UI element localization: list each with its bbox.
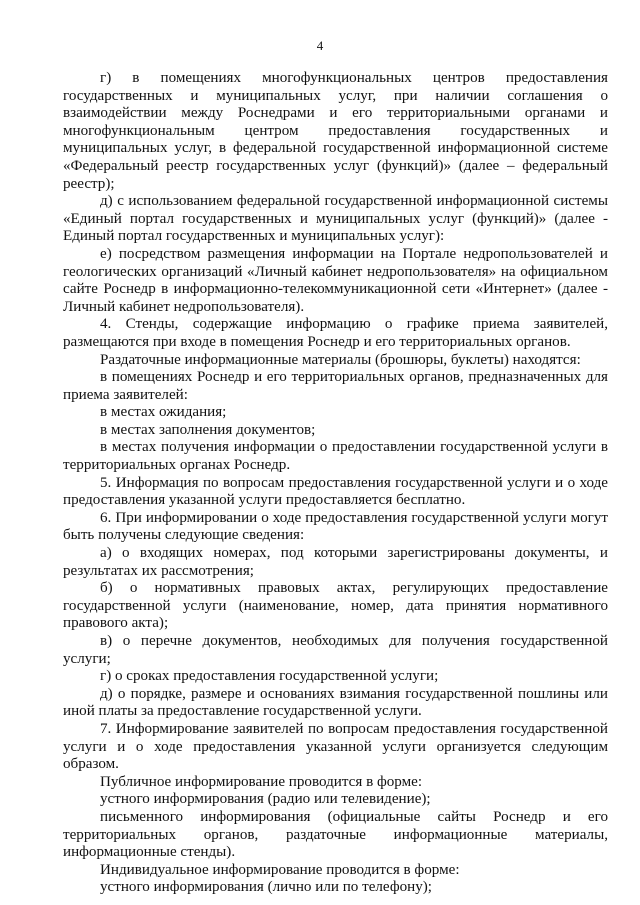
- paragraph-1: г) в помещениях многофункциональных центров предоставления государственных и муниципальных услуг, при наличии соглашения о взаимодействии между Роснедрами и его территориальными органами и многофункциональным центром предоставления государственных и муниципальных услуг, в федеральной государственной информационной системе «Федеральный реестр государственных услуг (функций)» (далее – федеральный реестр);: [63, 70, 608, 192]
- document-body: [63, 70, 608, 897]
- paragraph-20: письменного информирования (официальные сайты Роснедр и его территориальных органов, раздаточные информационные материалы, информационные стенды).: [63, 808, 608, 861]
- paragraph-19: устного информирования (радио или телевидение);: [100, 791, 431, 808]
- page-number: 4: [316, 38, 324, 53]
- paragraph-15: г) о сроках предоставления государственной услуги;: [100, 668, 439, 685]
- paragraph-17: 7. Информирование заявителей по вопросам предоставления государственной услуги и о ходе предоставления указанной услуги организуется следующим образом.: [63, 720, 608, 773]
- paragraph-3: е) посредством размещения информации на Портале недропользователей и геологических организаций «Личный кабинет недропользователя» на официальном сайте Роснедр в информационно-телекоммуникационной сети «Интернет» (далее - Личный кабинет недропользователя).: [63, 245, 608, 315]
- paragraph-22: устного информирования (лично или по телефону);: [100, 879, 432, 896]
- paragraph-12: а) о входящих номерах, под которыми зарегистрированы документы, и результатах их рассмотрения;: [63, 545, 608, 579]
- paragraph-5: Раздаточные информационные материалы (брошюры, буклеты) находятся:: [100, 351, 581, 368]
- paragraph-8: в местах заполнения документов;: [100, 421, 316, 438]
- paragraph-16: д) о порядке, размере и основаниях взимания государственной пошлины или иной платы за предоставление государственной услуги.: [63, 685, 608, 720]
- paragraph-18: Публичное информирование проводится в форме:: [100, 773, 423, 790]
- paragraph-14: в) о перечне документов, необходимых для получения государственной услуги;: [63, 633, 608, 667]
- paragraph-10: 5. Информация по вопросам предоставления государственной услуги и о ходе предоставления указанной услуги предоставляется бесплатно.: [63, 474, 608, 509]
- paragraph-4: 4. Стенды, содержащие информацию о графике приема заявителей, размещаются при входе в помещения Роснедр и его территориальных органов.: [63, 316, 608, 350]
- paragraph-6: в помещениях Роснедр и его территориальных органов, предназначенных для приема заявителей:: [63, 369, 608, 403]
- paragraph-7: в местах ожидания;: [100, 404, 227, 421]
- paragraph-13: б) о нормативных правовых актах, регулирующих предоставление государственной услуги (наименование, номер, дата принятия нормативного правового акта);: [63, 580, 608, 632]
- paragraph-9: в местах получения информации о предоставлении государственной услуги в территориальных органах Роснедр.: [63, 439, 608, 474]
- paragraph-11: 6. При информировании о ходе предоставления государственной услуги могут быть получены следующие сведения:: [63, 509, 608, 544]
- paragraph-21: Индивидуальное информирование проводится в форме:: [100, 861, 460, 878]
- paragraph-2: д) с использованием федеральной государственной информационной системы «Единый портал государственных и муниципальных услуг (функций)» (далее - Единый портал государственных и муниципальных услуг):: [63, 193, 608, 245]
